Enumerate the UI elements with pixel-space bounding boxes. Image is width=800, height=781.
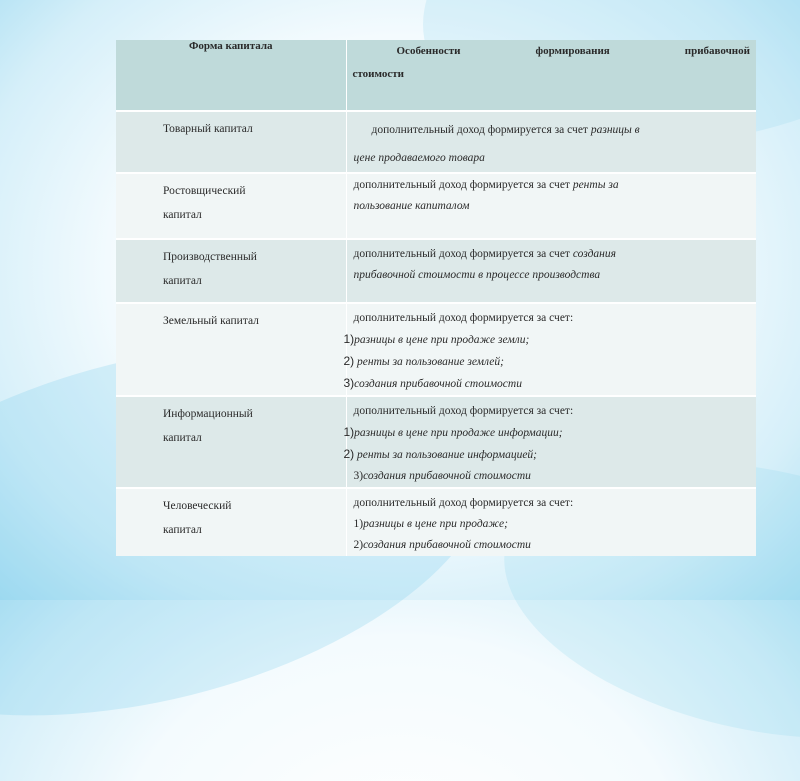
list-text: ренты за пользование землей; xyxy=(354,356,504,368)
capital-name: Земельный капитал xyxy=(163,315,259,327)
table-row xyxy=(116,111,756,173)
list-text: разницы в цене при продаже информации; xyxy=(354,427,563,439)
capital-name: капитал xyxy=(163,524,202,536)
table-row xyxy=(116,303,756,396)
description-italic: создания xyxy=(572,248,616,260)
list-item xyxy=(344,373,753,395)
capital-name-cell xyxy=(116,173,346,239)
description-italic: разницы в xyxy=(590,124,640,136)
header-word: формирования xyxy=(535,45,610,57)
header-label: Форма капитала xyxy=(188,40,273,52)
description-italic: пользование капиталом xyxy=(353,200,470,212)
list-item xyxy=(344,444,753,466)
list-text: разницы в цене при продаже; xyxy=(363,518,508,530)
table-row xyxy=(116,173,756,239)
description-italic: прибавочной стоимости в процессе производства xyxy=(353,269,601,281)
capital-name-cell xyxy=(116,239,346,303)
capital-name: Информационный xyxy=(163,408,253,420)
header-word: прибавочной xyxy=(684,45,750,57)
capital-name-cell xyxy=(116,303,346,396)
list-number: 1) xyxy=(353,518,364,530)
header-word: Особенности xyxy=(396,45,461,57)
capital-name: капитал xyxy=(163,432,202,444)
capital-description-cell xyxy=(346,239,756,303)
capital-description-cell xyxy=(346,111,756,173)
list-item xyxy=(344,422,753,444)
table-row xyxy=(116,488,756,556)
list-number: 3) xyxy=(353,470,364,482)
capital-name: Производственный xyxy=(163,251,257,263)
capital-description-cell xyxy=(346,173,756,239)
list-text: создания прибавочной стоимости xyxy=(363,470,531,482)
capital-name-cell xyxy=(116,111,346,173)
list-item xyxy=(344,329,753,351)
list-number: 1) xyxy=(343,425,355,439)
capital-name: капитал xyxy=(163,209,202,221)
header-features xyxy=(346,40,756,111)
description-text: дополнительный доход формируется за счет: xyxy=(353,312,574,324)
description-text: дополнительный доход формируется за счет xyxy=(353,248,573,260)
header-capital-form xyxy=(116,40,346,111)
description-text: дополнительный доход формируется за счет: xyxy=(353,497,574,509)
list-item xyxy=(354,535,753,556)
table-row xyxy=(116,239,756,303)
capital-name: Ростовщический xyxy=(163,185,246,197)
list-number: 2) xyxy=(353,539,364,551)
list-text: создания прибавочной стоимости xyxy=(354,378,522,390)
list-item xyxy=(354,514,753,535)
list-number: 2) xyxy=(343,354,355,368)
description-italic: цене продаваемого товара xyxy=(353,152,485,164)
capital-name-cell xyxy=(116,488,346,556)
list-item xyxy=(354,466,753,487)
capital-name: Человеческий xyxy=(163,500,232,512)
list-text: создания прибавочной стоимости xyxy=(363,539,531,551)
capital-description-cell xyxy=(346,488,756,556)
capital-name-cell xyxy=(116,396,346,488)
capital-description-cell xyxy=(343,396,756,488)
table-row xyxy=(116,396,756,488)
list-number: 2) xyxy=(343,447,355,461)
list-text: ренты за пользование информацией; xyxy=(354,449,537,461)
list-text: разницы в цене при продаже земли; xyxy=(354,334,530,346)
list-item xyxy=(344,351,753,373)
capital-description-cell xyxy=(343,303,756,396)
capital-name: Товарный капитал xyxy=(163,123,253,135)
capital-name: капитал xyxy=(163,275,202,287)
description-text: дополнительный доход формируется за счет: xyxy=(353,405,574,417)
header-word: стоимости xyxy=(352,68,404,80)
description-italic: ренты за xyxy=(572,179,619,191)
description-text: дополнительный доход формируется за счет xyxy=(371,124,591,136)
table-header-row xyxy=(116,40,756,111)
capital-forms-table xyxy=(116,40,756,556)
list-number: 1) xyxy=(343,332,355,346)
list-number: 3) xyxy=(343,376,355,390)
description-text: дополнительный доход формируется за счет xyxy=(353,179,573,191)
